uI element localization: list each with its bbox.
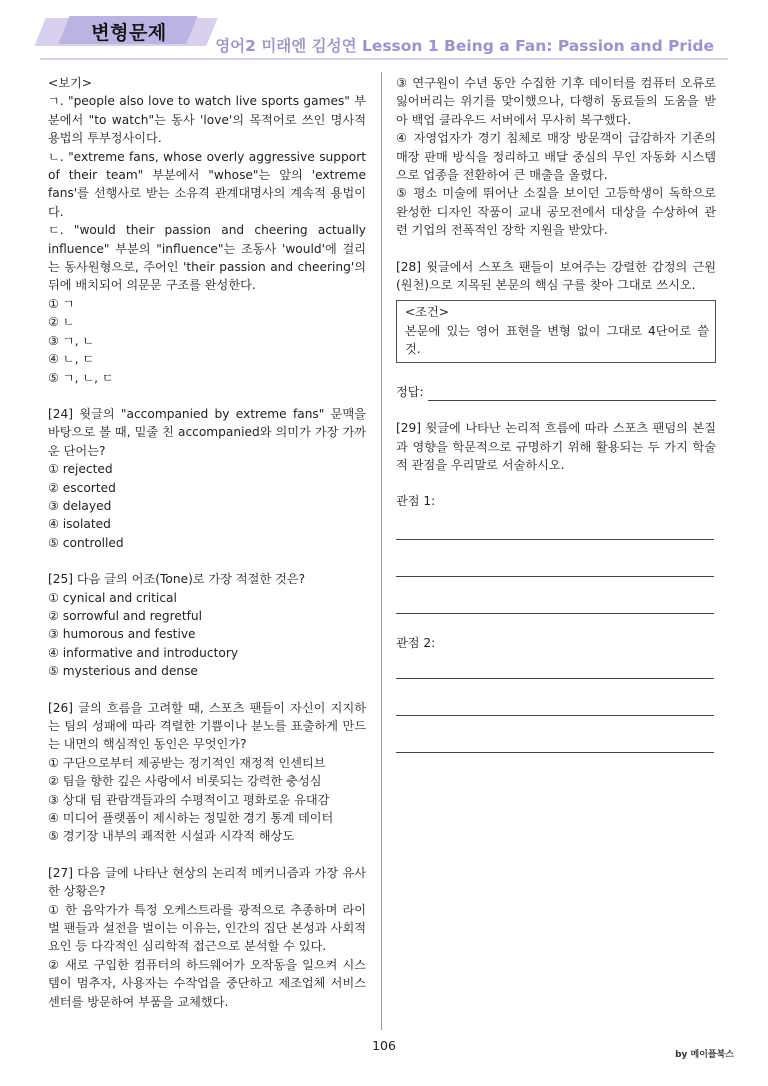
answer-label: 정답: — [396, 384, 424, 399]
question-28-stem: [28] 윗글에서 스포츠 팬들이 보여주는 강렬한 감정의 근원(원천)으로 지목된 본문의 핵심 구를 찾아 그대로 쓰시오. — [396, 259, 716, 293]
answer-option: ③ 상대 팀 관람객들과의 수평적이고 평화로운 유대감 — [48, 792, 330, 807]
header-divider — [40, 58, 728, 60]
answer-option: ① 구단으로부터 제공받는 정기적인 재정적 인센티브 — [48, 755, 326, 770]
answer-option: ④ 미디어 플랫폼이 제시하는 정밀한 경기 통계 데이터 — [48, 811, 334, 826]
bogi-item: ㄴ. "extreme fans, whose overly aggressive support of their team" 부분에서 "whose"는 앞의 'extreme fans'를 선행사로 받는 소유격 관계대명사의 계속적 용법이다. — [48, 149, 366, 219]
answer-option: ① 한 음악가가 특정 오케스트라를 광적으로 추종하며 라이벌 팬들과 설전을 벌이는 이유는, 인간의 집단 본성과 사회적 요인 등 다각적인 심리학적 접근으로 분석할 수 있다. — [48, 902, 366, 954]
bogi-title: <보기> — [48, 76, 92, 90]
answer-option: ⑤ mysterious and dense — [48, 664, 198, 679]
answer-row — [396, 383, 716, 401]
answer-option: ① ㄱ — [48, 296, 75, 311]
answer-option: ⑤ controlled — [48, 535, 124, 550]
header-title: 영어2 미래엔 김성연 Lesson 1 Being a Fan: Passion and Pride — [215, 37, 714, 55]
section-badge: 변형문제 — [91, 22, 167, 44]
bogi-item: ㄷ. "would their passion and cheering actually influence" 부분의 "influence"는 조동사 'would'에 걸리는 동사원형으로, 주어인 'their passion and cheering'의 뒤에 배치되어 의문문 구조를 완성한다. — [48, 223, 366, 293]
left-column — [48, 74, 366, 1011]
answer-option: ① cynical and critical — [48, 590, 177, 605]
answer-option: ② 새로 구입한 컴퓨터의 하드웨어가 오작동을 일으켜 시스템이 멈추자, 사용자는 수작업을 중단하고 제조업체 서비스 센터를 방문하여 부품을 교체했다. — [48, 957, 366, 1009]
answer-option: ③ humorous and festive — [48, 627, 196, 642]
answer-option: ② 팀을 향한 깊은 사랑에서 비롯되는 강력한 충성심 — [48, 774, 322, 789]
answer-option: ④ ㄴ, ㄷ — [48, 352, 95, 367]
question-26-stem: [26] 글의 흐름을 고려할 때, 스포츠 팬들이 자신이 지지하는 팀의 성패에 따라 격렬한 기쁨이나 분노를 표출하게 만드는 내면의 핵심적인 동인은 무엇인가? — [48, 700, 366, 752]
answer-blank[interactable] — [396, 752, 714, 753]
answer-option: ① rejected — [48, 462, 113, 477]
page-header — [0, 0, 768, 62]
answer-option: ④ informative and introductory — [48, 645, 239, 660]
question-25-stem: [25] 다음 글의 어조(Tone)로 가장 적절한 것은? — [48, 572, 306, 587]
view-1-label: 관점 1: — [396, 494, 436, 509]
condition-box — [396, 300, 716, 362]
answer-option: ③ delayed — [48, 498, 112, 513]
bogi-item: ㄱ. "people also love to watch live sports games" 부분에서 "to watch"는 동사 'love'의 목적어로 쓰인 명사적 용법의 투부정사이다. — [48, 94, 366, 146]
question-24-stem: [24] 윗글의 "accompanied by extreme fans" 문맥을 바탕으로 볼 때, 밑줄 친 accompanied와 의미가 가장 가까운 단어는? — [48, 406, 366, 458]
condition-text: 본문에 있는 영어 표현을 변형 없이 그대로 4단어로 쓸 것. — [405, 323, 709, 357]
page-number: 106 — [372, 1038, 396, 1053]
answer-option: ⑤ 평소 미술에 뛰어난 소질을 보이던 고등학생이 독학으로 완성한 디자인 작품이 교내 공모전에서 대상을 수상하여 관련 기업의 전폭적인 장학 지원을 받았다. — [396, 186, 716, 238]
answer-option: ② escorted — [48, 480, 116, 495]
view-2-label: 관점 2: — [396, 635, 436, 650]
answer-option: ④ 자영업자가 경기 침체로 매장 방문객이 급감하자 기존의 매장 판매 방식을 정리하고 배달 중심의 무인 자동화 시스템으로 업종을 전환하여 큰 매출을 올렸다. — [396, 131, 716, 183]
right-column — [396, 74, 716, 753]
question-29-stem: [29] 윗글에 나타난 논리적 흐름에 따라 스포츠 팬덤의 본질과 영향을 학문적으로 규명하기 위해 활용되는 두 가지 학술적 관점을 우리말로 서술하시오. — [396, 421, 716, 472]
column-divider — [381, 72, 382, 1030]
condition-title: <조건> — [405, 305, 449, 320]
answer-option: ③ 연구원이 수년 동안 수집한 기후 데이터를 컴퓨터 오류로 잃어버리는 위기를 맞이했으나, 다행히 동료들의 도움을 받아 백업 클라우드 서버에서 무사히 복구했다. — [396, 76, 716, 127]
answer-option: ④ isolated — [48, 517, 111, 532]
answer-option: ② sorrowful and regretful — [48, 608, 203, 623]
answer-option: ⑤ ㄱ, ㄴ, ㄷ — [48, 370, 114, 385]
answer-option: ⑤ 경기장 내부의 쾌적한 시설과 시각적 해상도 — [48, 829, 295, 844]
publisher-brand: by 메이플북스 — [675, 1050, 734, 1060]
answer-blank[interactable] — [428, 386, 716, 401]
answer-option: ② ㄴ — [48, 315, 75, 330]
answer-option: ③ ㄱ, ㄴ — [48, 333, 95, 348]
question-27-stem: [27] 다음 글에 나타난 현상의 논리적 메커니즘과 가장 유사한 상황은? — [48, 865, 366, 899]
